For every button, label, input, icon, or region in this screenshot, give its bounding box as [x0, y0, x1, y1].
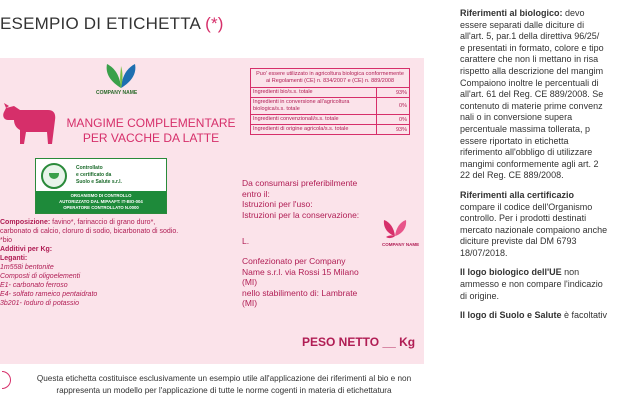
explanation-certification: Riferimenti alla certificazio compare il codice dell'Organismo controllo. Per i prodotti destinati mercato nazionale compaiono anche diciture previste dal DM 6793 18/07/2018. — [460, 189, 608, 258]
explanation-suolo-logo: Il logo di Suolo e Salute è facoltativ — [460, 310, 608, 321]
page-title: ESEMPIO DI ETICHETTA (*) — [0, 14, 224, 33]
leaf-logo-icon — [101, 60, 141, 90]
packer-info: Confezionato per Company Name s.r.l. via Rossi 15 Milano (MI) nello stabilimento di: Lambrate (MI) — [242, 256, 359, 308]
explanation-eu-logo: Il logo biologico dell'UE non ammesso e non compare l'indicazio di origine. — [460, 267, 603, 301]
table-header: Puo' essere utilizzato in agricoltura biologica conformemente ai Regolamenti (CE) n. 834/2007 e (CE) n. 889/2008 — [251, 69, 409, 88]
footnote-bracket-icon — [2, 371, 11, 389]
certification-box — [35, 158, 167, 214]
cow-image — [0, 98, 58, 151]
table-row: Ingredienti di origine agricola/s.s. totale 93% — [253, 126, 407, 133]
table-row: Ingredienti in conversione all'agricoltura biologica/s.s. totale 0% — [251, 98, 409, 115]
additive-item: 1m558i bentonite — [0, 264, 54, 271]
company-name: COMPANY NAME — [96, 90, 138, 96]
storage-instructions: Da consumarsi preferibilmente entro il: Istruzioni per l'uso: Istruzioni per la conservazione: — [242, 178, 360, 220]
additive-item: Composti di oligoelementi — [0, 273, 81, 280]
cow-silhouette-icon — [0, 98, 58, 146]
explanation-column — [460, 8, 625, 330]
lot-number: L. — [242, 236, 250, 246]
explanation-organic: Riferimenti al biologico: devo essere separati dalle diciture di all'art. 5, par.1 della direttiva 96/25/ e presentati in formato, colore e tipo carattere che non li mettano in risa rispetto alla descrizione del mangim Compaiono inoltre le percentuali di all'art. 61 del Reg. CE 889/2008. Se contenuto di materie prime convenz nali o in conversione supera percentuale massima tollerata, p essere riportato in etichetta riferimento all'obbligo di utilizzare mangimi conformemente agli art. 2 22 del Reg. CE 889/2008. — [460, 8, 604, 181]
title-asterisk: (*) — [205, 14, 224, 33]
additive-item: E4- solfato rameico pentaidrato — [0, 291, 98, 298]
additive-item: 3b201- Ioduro di potassio — [0, 300, 79, 307]
cert-text: Controllato e certificato da Suolo e Salute s.r.l. — [76, 165, 122, 185]
organic-percentages-table — [250, 68, 410, 135]
ingredients-block: Composizione: favino*, farinaccio di grano duro*, carbonato di calcio, cloruro di sodio, bicarbonato di sodio. *bio Additivi per Kg: Leganti: 1m558i bentonite Composti di oligoelementi E1- carbonato ferroso E4- solfato rameico pentaidrato 3b201- Ioduro di potassio — [0, 218, 225, 308]
net-weight: PESO NETTO __ Kg — [302, 335, 416, 349]
butterfly-logo-icon — [382, 216, 408, 240]
table-row: Ingredienti bio/s.s. totale 93% — [251, 88, 409, 98]
cert-authority-bar: ORGANISMO DI CONTROLLO AUTORIZZATO DAL MIPAAFT: IT-BIO-004 OPERATORE CONTROLLATO N.0000 — [36, 191, 166, 213]
footnote: Questa etichetta costituisce esclusivamente un esempio utile all'applicazione dei riferimenti al bio e non rappresenta un modello per l'applicazione di tutte le norme cogenti in materia di etichettatura — [36, 374, 412, 395]
table-row: Ingredienti convenzionali/s.s. totale 0% — [251, 115, 409, 125]
suolo-salute-seal-icon — [41, 163, 67, 189]
company-logo-2 — [382, 216, 408, 245]
product-title: MANGIME COMPLEMENTARE PER VACCHE DA LATTE — [66, 116, 236, 145]
additive-item: E1- carbonato ferroso — [0, 282, 68, 289]
company-name-2: COMPANY NAME — [382, 242, 420, 247]
